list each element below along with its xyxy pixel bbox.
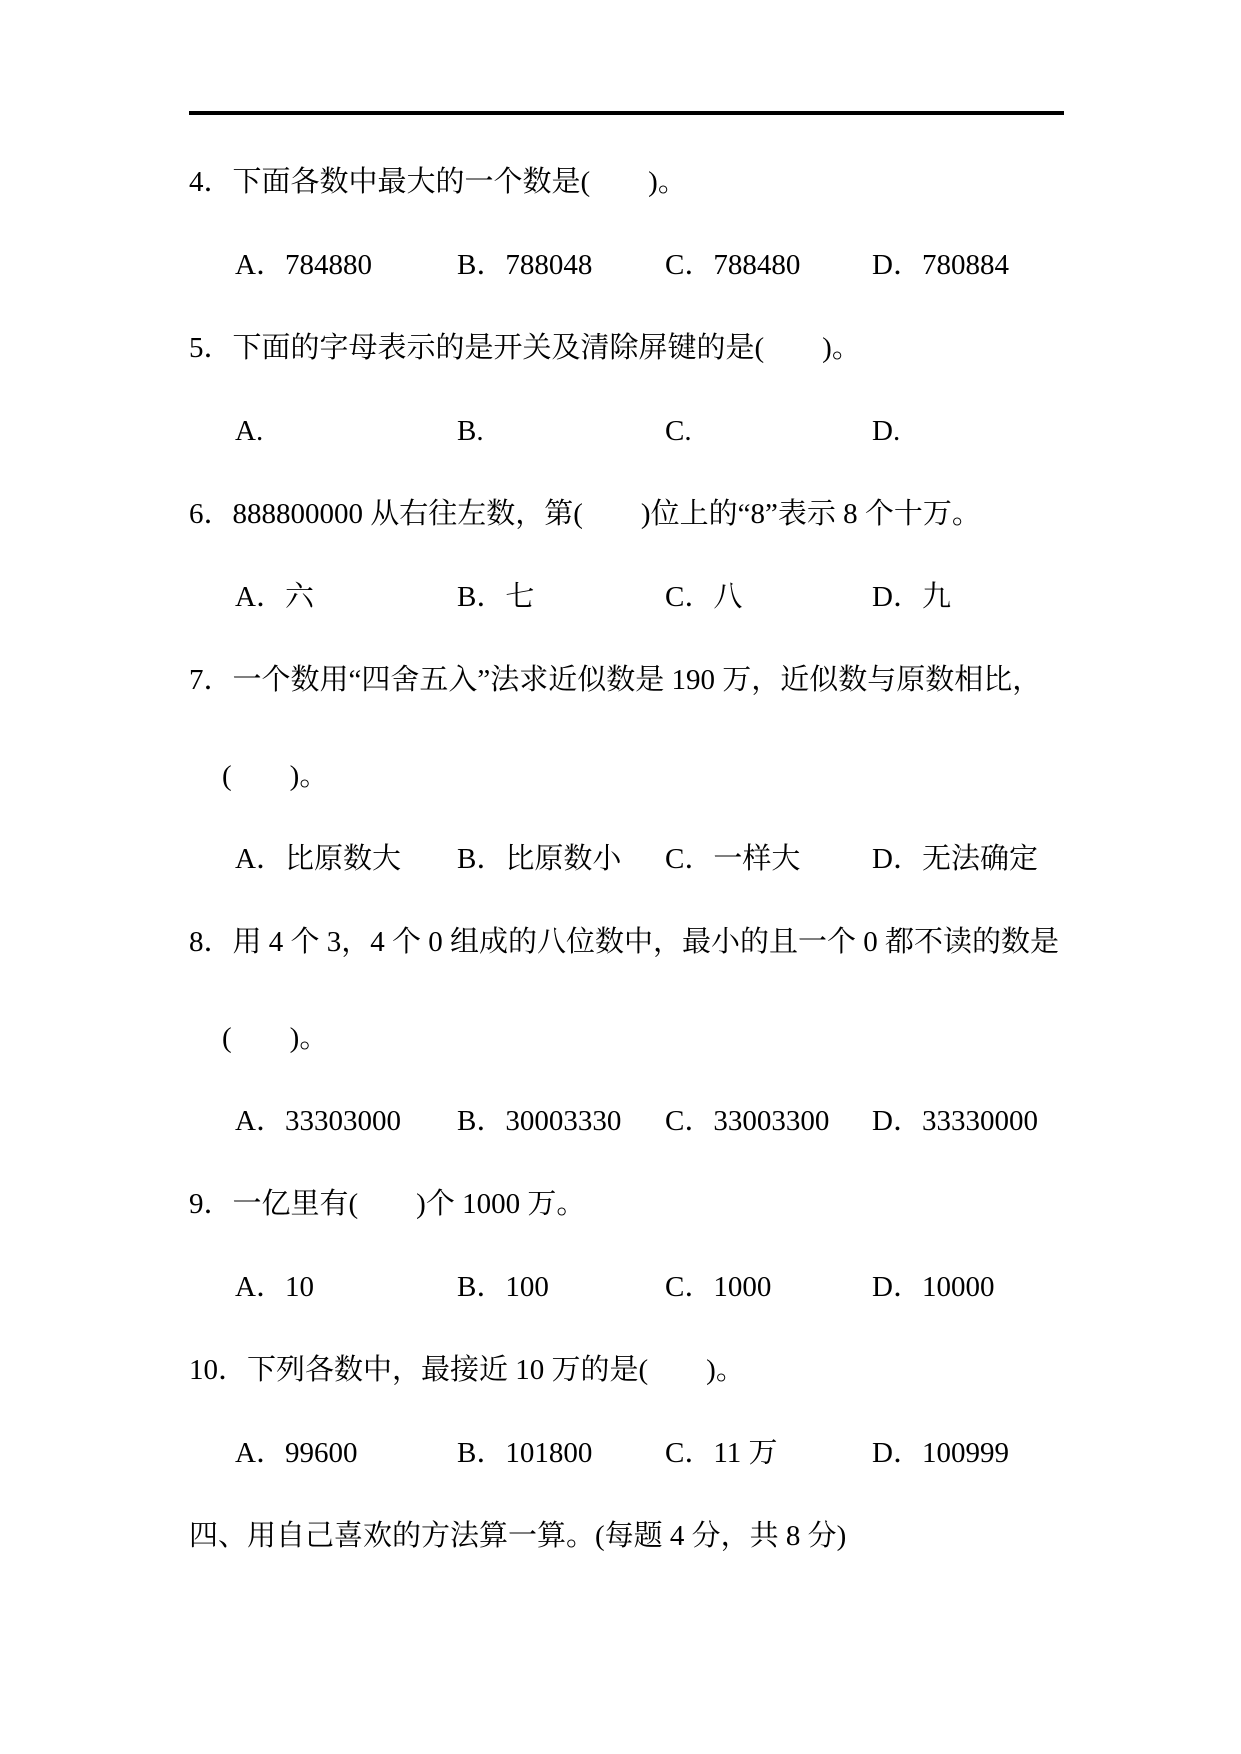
question-8-option-b: B．30003330 xyxy=(457,1105,622,1137)
question-5 xyxy=(189,324,861,372)
question-4-option-a: A．784880 xyxy=(235,249,372,281)
section-heading: 四、用自己喜欢的方法算一算。(每题 4 分，共 8 分) xyxy=(189,1520,847,1552)
question-10-options xyxy=(0,1429,1241,1477)
question-10-option-c: C．11 万 xyxy=(665,1437,778,1469)
question-6-stem: 888800000 从右往左数，第( )位上的“8”表示 8 个十万。 xyxy=(232,498,981,530)
question-4-options xyxy=(0,241,1241,289)
question-5-number: 5． xyxy=(189,332,233,364)
question-9-option-a: A．10 xyxy=(235,1271,314,1303)
question-5-option-a: A. xyxy=(235,415,264,447)
question-4-option-d: D．780884 xyxy=(872,249,1009,281)
question-8-option-d: D．33330000 xyxy=(872,1105,1038,1137)
question-8-option-c: C．33003300 xyxy=(665,1105,830,1137)
question-7-options xyxy=(0,835,1241,883)
question-6 xyxy=(189,490,981,538)
question-9-option-d: D．10000 xyxy=(872,1271,995,1303)
question-9 xyxy=(189,1180,585,1228)
question-5-options xyxy=(0,407,1241,455)
question-9-option-c: C．1000 xyxy=(665,1271,772,1303)
question-8-number: 8． xyxy=(189,926,233,958)
question-4 xyxy=(189,158,687,206)
question-7-option-a: A．比原数大 xyxy=(235,843,401,875)
question-10-option-b: B．101800 xyxy=(457,1437,593,1469)
question-10-stem: 下列各数中，最接近 10 万的是( )。 xyxy=(247,1354,745,1386)
divider xyxy=(189,111,1064,115)
question-5-option-c: C. xyxy=(665,415,692,447)
question-9-options xyxy=(0,1263,1241,1311)
question-7 xyxy=(189,656,1041,704)
question-7-stem-line-1: 一个数用“四舍五入”法求近似数是 190 万，近似数与原数相比， xyxy=(232,664,1042,696)
question-5-option-d: D. xyxy=(872,415,901,447)
question-4-option-b: B．788048 xyxy=(457,249,593,281)
question-6-options xyxy=(0,573,1241,621)
question-6-option-a: A．六 xyxy=(235,581,314,613)
question-8-options xyxy=(0,1097,1241,1145)
question-7-option-b: B．比原数小 xyxy=(457,843,622,875)
question-5-option-b: B. xyxy=(457,415,484,447)
question-8-option-a: A．33303000 xyxy=(235,1105,401,1137)
question-10-number: 10． xyxy=(189,1354,248,1386)
question-5-stem: 下面的字母表示的是开关及清除屏键的是( )。 xyxy=(232,332,861,364)
question-8 xyxy=(189,918,1059,966)
question-4-stem: 下面各数中最大的一个数是( )。 xyxy=(232,166,687,198)
question-7-option-d: D．无法确定 xyxy=(872,843,1038,875)
question-6-number: 6． xyxy=(189,498,233,530)
question-9-stem: 一亿里有( )个 1000 万。 xyxy=(232,1188,586,1220)
question-10 xyxy=(189,1346,745,1394)
question-10-option-d: D．100999 xyxy=(872,1437,1009,1469)
question-4-number: 4． xyxy=(189,166,233,198)
question-8-stem-line-2: ( )。 xyxy=(222,1022,329,1054)
question-9-number: 9． xyxy=(189,1188,233,1220)
question-9-option-b: B．100 xyxy=(457,1271,549,1303)
question-6-option-d: D．九 xyxy=(872,581,951,613)
question-6-option-b: B．七 xyxy=(457,581,535,613)
question-10-option-a: A．99600 xyxy=(235,1437,358,1469)
question-7-stem-line-2: ( )。 xyxy=(222,760,329,792)
question-4-option-c: C．788480 xyxy=(665,249,801,281)
question-6-option-c: C．八 xyxy=(665,581,743,613)
question-8-stem-line-1: 用 4 个 3，4 个 0 组成的八位数中，最小的且一个 0 都不读的数是 xyxy=(232,926,1060,958)
question-7-number: 7． xyxy=(189,664,233,696)
question-7-option-c: C．一样大 xyxy=(665,843,801,875)
